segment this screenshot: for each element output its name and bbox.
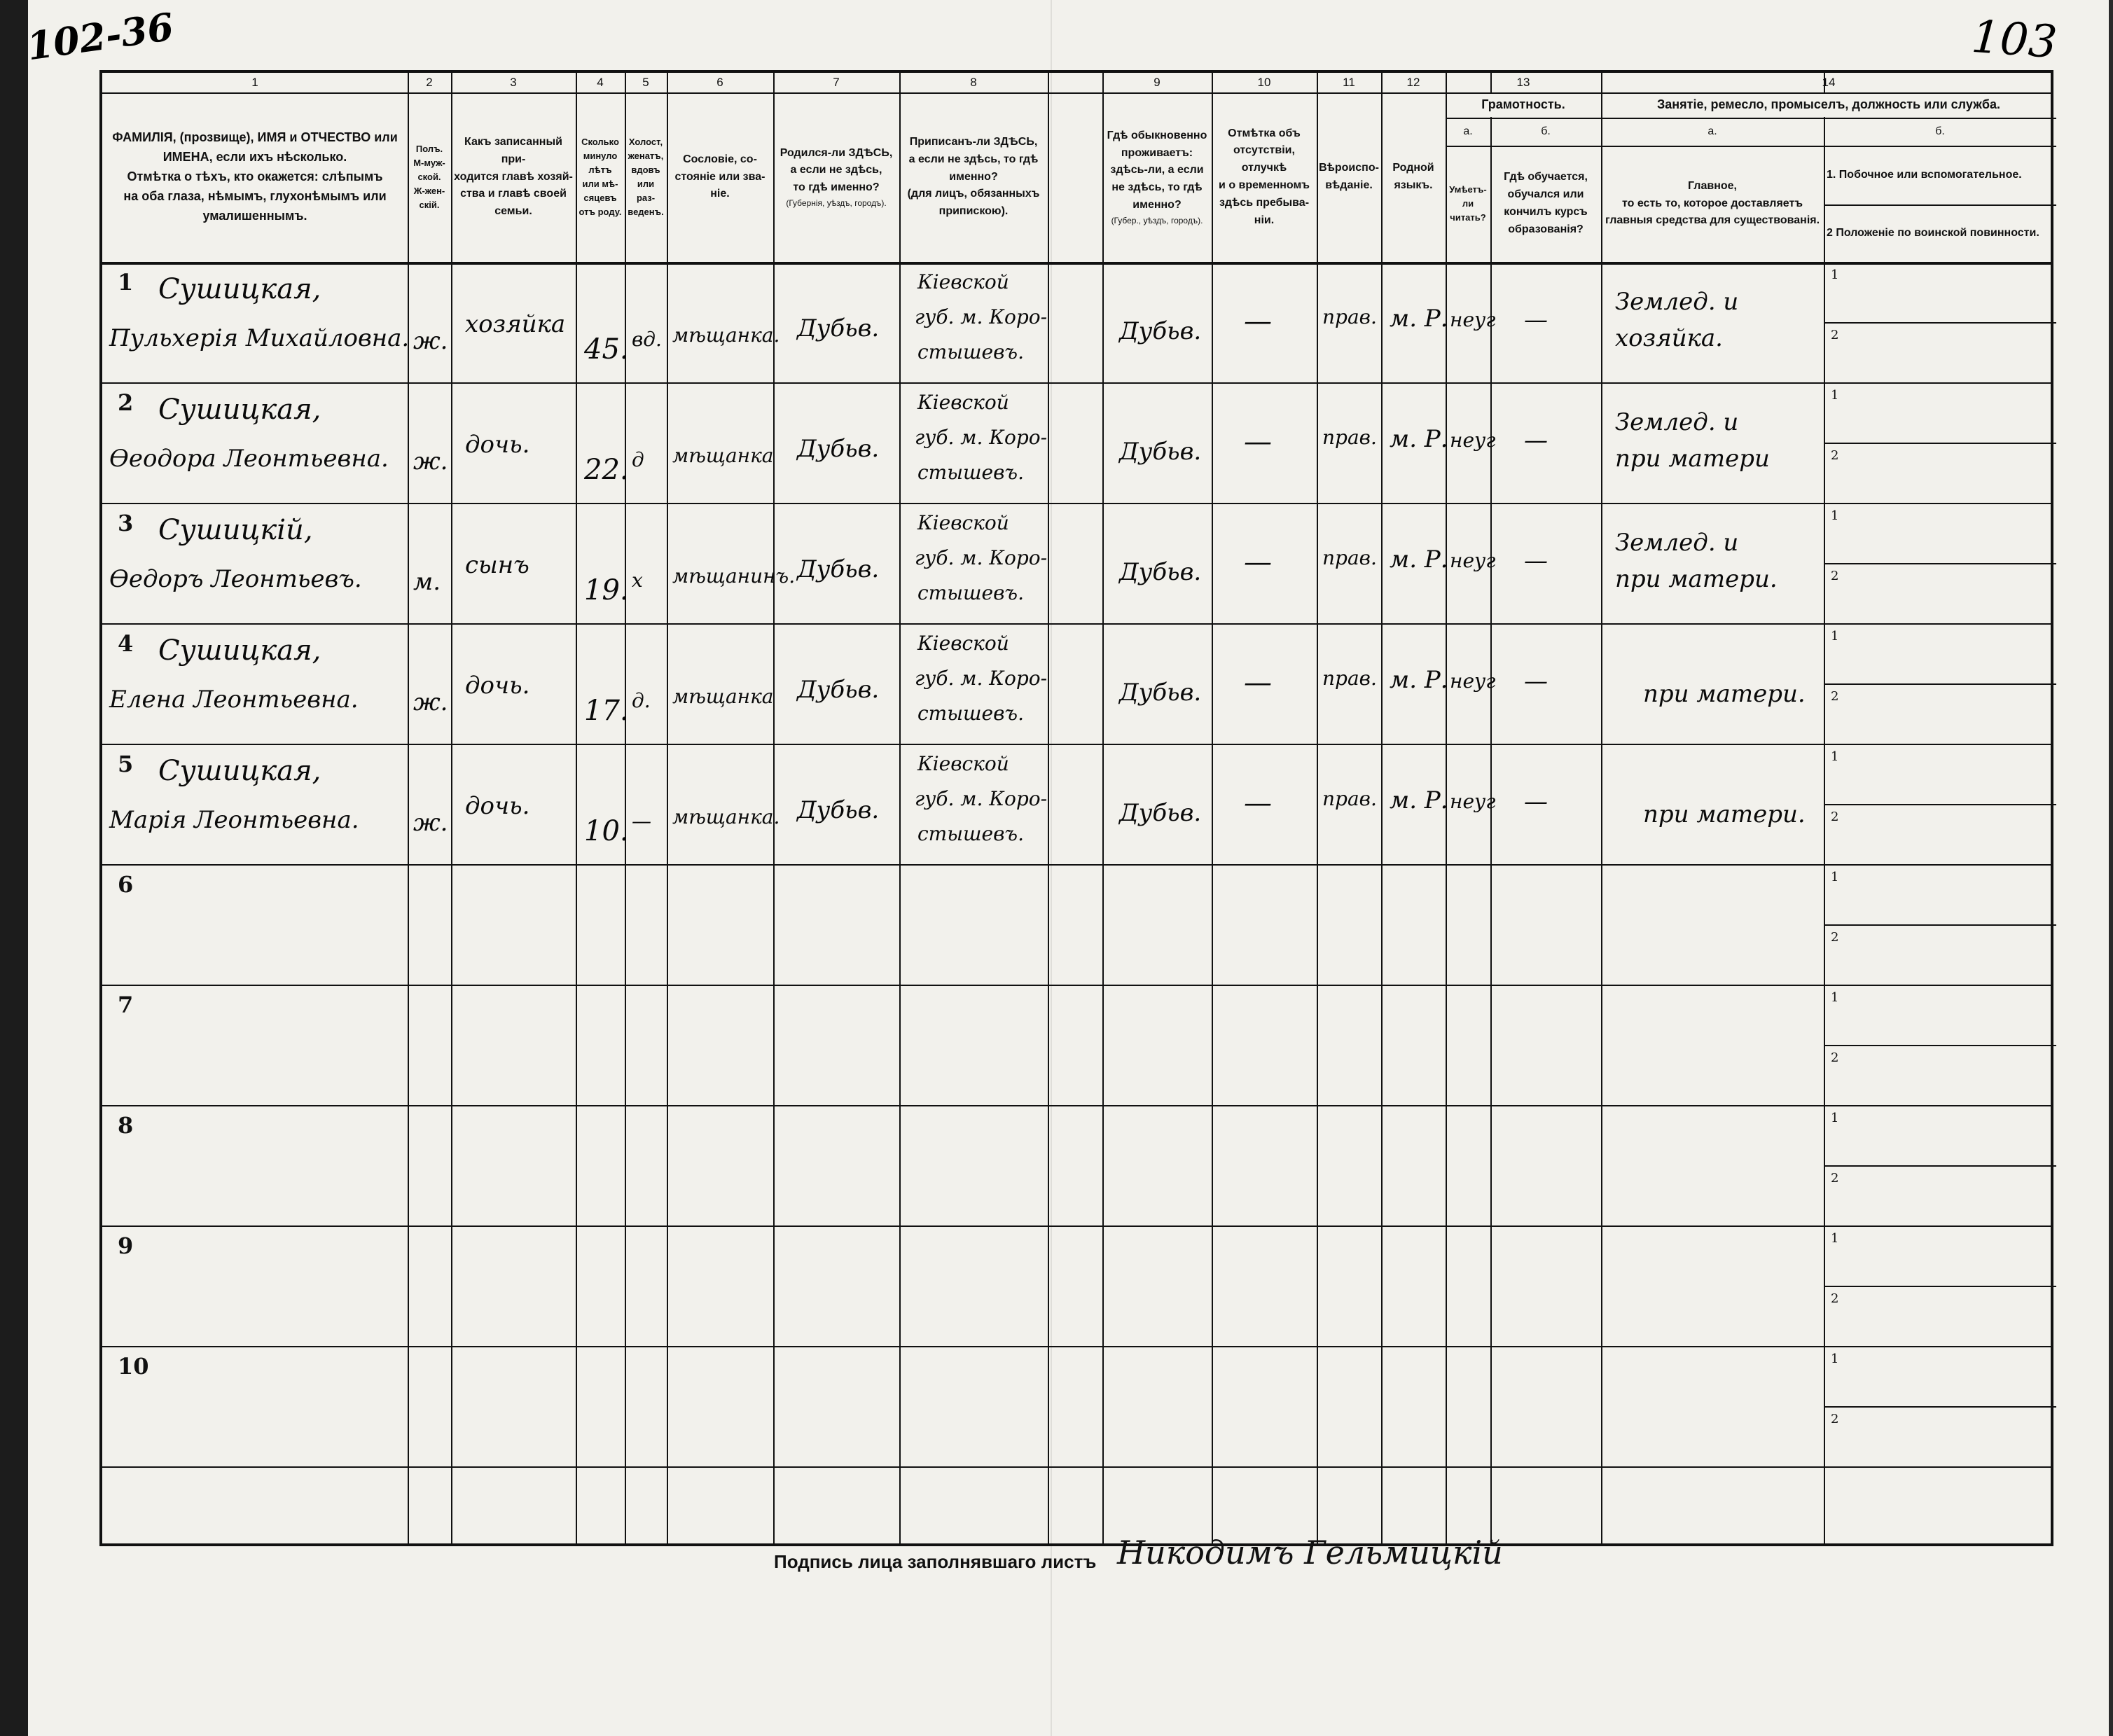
occupation-line: при матери <box>1615 445 1770 473</box>
registration-line-1: Кіевской <box>917 632 1009 655</box>
age: 45. <box>584 333 629 366</box>
sex: ж. <box>413 809 448 837</box>
header-line: веденъ. <box>628 207 664 218</box>
given-name: Пульхерія Михайловна. <box>109 324 410 352</box>
occupation-line: при матери. <box>1615 565 1778 593</box>
sex: м. <box>413 568 441 596</box>
header-line: Какъ записанный при- <box>464 136 562 165</box>
registration-line-2: губ. м. Коро- <box>915 546 1048 569</box>
education: — <box>1524 788 1548 816</box>
header-line: лѣтъ <box>588 164 612 175</box>
header-line: вѣданіе. <box>1325 179 1373 191</box>
header-line: стояніе или зва- <box>674 170 765 183</box>
literate: неуг <box>1450 308 1496 331</box>
header-military-status: 2 Положеніе по воинской повинности. <box>1827 226 2039 239</box>
occupation-line: при матери. <box>1643 680 1806 708</box>
option-label-1: 1 <box>1831 268 1839 282</box>
row-divider <box>102 503 2051 504</box>
option-divider <box>1824 683 2056 685</box>
given-name: Өедоръ Леонтьевъ. <box>109 565 362 593</box>
header-line: а если не здѣсь, то гдѣ <box>908 153 1039 165</box>
header-line: то есть то, которое доставляетъ <box>1622 197 1803 209</box>
header-line: Гдѣ обыкновенно <box>1107 129 1207 141</box>
row-number: 3 <box>118 510 134 536</box>
header-line: ства и главѣ своей <box>460 188 567 200</box>
header-line: ніи. <box>1254 214 1275 226</box>
column-divider <box>1212 73 1213 1543</box>
estate: мѣщанка <box>672 444 774 467</box>
option-label-2: 2 <box>1831 1050 1839 1065</box>
header-line: ли <box>1462 197 1474 209</box>
option-label-1: 1 <box>1831 1231 1839 1246</box>
absence: — <box>1244 426 1272 458</box>
birthplace: Дубьв. <box>797 435 880 463</box>
header-line: Родной <box>1392 162 1434 174</box>
header-line: сяцевъ <box>583 193 617 204</box>
column-number: 11 <box>1343 75 1355 89</box>
option-label-2: 2 <box>1831 1412 1839 1426</box>
header-line: читать? <box>1450 212 1486 223</box>
registration-line-3: стышевъ. <box>917 702 1024 725</box>
sex: ж. <box>413 688 448 716</box>
occupation-line: Землед. и <box>1615 288 1739 316</box>
header-line: Полъ. <box>415 143 443 154</box>
header-line: семьи. <box>494 205 532 218</box>
registration-line-1: Кіевской <box>917 752 1009 775</box>
marital: — <box>632 810 651 833</box>
row-number: 4 <box>118 630 134 657</box>
age: 19. <box>584 574 629 606</box>
header-occupation-b-letter: б. <box>1935 125 1945 137</box>
header-line: Умѣетъ- <box>1449 183 1487 195</box>
header-line: отсутствіи, отлучкѣ <box>1233 144 1295 174</box>
birthplace: Дубьв. <box>797 314 880 342</box>
row-divider <box>102 864 2051 866</box>
header-line: припискою). <box>938 205 1009 218</box>
surname: Сушицкая, <box>158 634 321 667</box>
option-label-1: 1 <box>1831 990 1839 1005</box>
column-divider <box>1601 73 1602 1543</box>
language: м. Р. <box>1390 786 1448 814</box>
column-number: 12 <box>1406 75 1420 89</box>
absence: — <box>1244 546 1272 578</box>
relation: сынъ <box>465 551 529 579</box>
absence: — <box>1244 305 1272 338</box>
language: м. Р. <box>1390 666 1448 694</box>
estate: мѣщанинъ. <box>672 564 796 588</box>
header-language <box>1381 92 1446 262</box>
header-line: ской. <box>417 171 441 182</box>
occupation-line: хозяйка. <box>1615 324 1723 352</box>
header-line: М-муж- <box>413 157 445 168</box>
column-number: 6 <box>716 75 723 89</box>
header-registration <box>899 92 1048 262</box>
age: 10. <box>584 815 629 847</box>
option-label-1: 1 <box>1831 629 1839 644</box>
option-divider <box>1824 804 2056 805</box>
religion: прав. <box>1322 546 1377 569</box>
row-divider <box>102 1105 2051 1106</box>
marital: д. <box>632 689 651 712</box>
registration-line-1: Кіевской <box>917 270 1009 293</box>
header-line: Приписанъ-ли ЗДѢСЬ, <box>909 136 1038 148</box>
estate: мѣщанка <box>672 685 774 708</box>
option-divider <box>1824 1286 2056 1287</box>
option-label-2: 2 <box>1831 689 1839 704</box>
column-number: 2 <box>426 75 433 89</box>
option-divider <box>1824 563 2056 564</box>
registration-line-2: губ. м. Коро- <box>915 305 1048 328</box>
education: — <box>1524 426 1548 454</box>
occupation-line: при матери. <box>1643 800 1806 828</box>
marital: д <box>632 448 644 471</box>
column-divider <box>1381 73 1383 1543</box>
literate: неуг <box>1450 549 1496 572</box>
header-line: Главное, <box>1688 179 1737 192</box>
header-line: отъ роду. <box>579 207 622 218</box>
header-line: ніе. <box>710 188 730 200</box>
sex: ж. <box>413 327 448 355</box>
option-label-1: 1 <box>1831 388 1839 403</box>
column-number: 14 <box>1822 75 1836 89</box>
header-name <box>102 92 408 262</box>
option-label-2: 2 <box>1831 448 1839 463</box>
header-line: ИМЕНА, если ихъ нѣсколько. <box>162 150 347 165</box>
header-line: Вѣроиспо- <box>1319 162 1379 174</box>
option-divider <box>1824 1165 2056 1167</box>
header-line: именно? <box>949 170 998 183</box>
given-name: Елена Леонтьевна. <box>109 686 359 714</box>
column-number: 5 <box>642 75 649 89</box>
row-divider <box>102 1346 2051 1347</box>
birthplace: Дубьв. <box>797 796 880 824</box>
row-divider <box>102 1225 2051 1227</box>
row-divider <box>102 985 2051 986</box>
row-number: 2 <box>118 389 134 416</box>
header-residence <box>1102 92 1212 262</box>
row-divider <box>102 623 2051 625</box>
header-line: главныя средства для существованія. <box>1605 214 1820 227</box>
column-divider <box>625 73 626 1543</box>
header-line: Отмѣтка о тѣхъ, кто окажется: слѣпымъ <box>127 169 383 184</box>
residence: Дубьв. <box>1119 799 1202 827</box>
header-line: а если не здѣсь, <box>790 164 882 176</box>
option-divider <box>1824 1045 2056 1046</box>
column-number: 8 <box>970 75 977 89</box>
header-line: (Губернія, уѣздъ, городъ). <box>786 197 887 208</box>
header-line: ФАМИЛІЯ, (прозвище), ИМЯ и ОТЧЕСТВО или <box>112 130 398 145</box>
header-line: женатъ, <box>628 150 664 161</box>
education: — <box>1524 306 1548 334</box>
scan-edge-left <box>0 0 28 1736</box>
header-line: Родился-ли ЗДѢСЬ, <box>780 146 893 159</box>
header-line: минуло <box>583 150 618 161</box>
marital: х <box>632 569 643 592</box>
census-table <box>99 70 2053 1546</box>
header-line: обучался или <box>1507 188 1584 201</box>
header-side-occupation: 1. Побочное или вспомогательное. <box>1827 168 2022 181</box>
religion: прав. <box>1322 305 1377 328</box>
header-age <box>576 92 625 262</box>
column-divider <box>667 73 668 1543</box>
header-main-occupation <box>1601 146 1824 262</box>
header-line: (Губер., уѣздъ, городъ). <box>1111 215 1203 225</box>
relation: дочь. <box>465 672 530 700</box>
header-literacy-b-letter: б. <box>1541 125 1551 137</box>
column-number: 1 <box>251 75 258 89</box>
language: м. Р. <box>1390 305 1448 333</box>
sex: ж. <box>413 447 448 475</box>
option-label-1: 1 <box>1831 508 1839 523</box>
option-label-2: 2 <box>1831 569 1839 583</box>
registration-line-3: стышевъ. <box>917 461 1024 484</box>
education: — <box>1524 547 1548 575</box>
registration-line-3: стышевъ. <box>917 822 1024 845</box>
surname: Сушицкій, <box>158 514 313 546</box>
option-label-1: 1 <box>1831 749 1839 764</box>
header-line: (для лицъ, обязанныхъ <box>907 188 1040 200</box>
header-line: ходится главѣ хозяй- <box>454 170 573 183</box>
header-line: на оба глаза, нѣмымъ, глухонѣмымъ или <box>123 188 387 203</box>
column-divider <box>1824 73 1825 1543</box>
header-line: или мѣ- <box>582 179 618 189</box>
residence: Дубьв. <box>1119 679 1202 707</box>
scan-edge-right <box>2109 0 2113 1736</box>
religion: прав. <box>1322 787 1377 810</box>
option-label-1: 1 <box>1831 1111 1839 1125</box>
registration-line-3: стышевъ. <box>917 340 1024 363</box>
header-line: или раз- <box>636 179 656 204</box>
column-number: 9 <box>1154 75 1161 89</box>
residence: Дубьв. <box>1119 558 1202 586</box>
column-number: 3 <box>510 75 517 89</box>
option-divider <box>1824 924 2056 926</box>
birthplace: Дубьв. <box>797 676 880 704</box>
relation: хозяйка <box>465 310 566 338</box>
absence: — <box>1244 667 1272 699</box>
row-number: 7 <box>118 992 134 1018</box>
header-line: умалишеннымъ. <box>202 208 307 223</box>
column-number: 13 <box>1516 75 1530 89</box>
header-marital <box>625 92 667 262</box>
relation: дочь. <box>465 431 530 459</box>
row-number: 8 <box>118 1112 134 1139</box>
option-divider <box>1824 322 2056 324</box>
row-number: 9 <box>118 1232 134 1259</box>
header-education <box>1490 146 1601 262</box>
column-divider <box>408 73 409 1543</box>
education: — <box>1524 667 1548 695</box>
header-line: Ж-жен- <box>413 186 445 197</box>
literate: неуг <box>1450 429 1496 452</box>
header-estate <box>667 92 773 262</box>
religion: прав. <box>1322 667 1377 690</box>
page-number: 103 <box>1969 11 2059 69</box>
column-divider <box>1048 73 1049 1543</box>
signature-label: Подпись лица заполнявшаго листъ <box>774 1551 1097 1572</box>
archive-number: 102-36 <box>24 4 176 69</box>
row-divider <box>102 1466 2051 1468</box>
occupation-line: Землед. и <box>1615 529 1739 557</box>
row-divider <box>102 382 2051 384</box>
option-label-2: 2 <box>1831 810 1839 824</box>
header-line: проживаетъ: <box>1121 146 1193 159</box>
option-label-2: 2 <box>1831 1291 1839 1306</box>
header-line: кончилъ курсъ <box>1504 206 1588 218</box>
header-line: Гдѣ обучается, <box>1504 171 1588 183</box>
surname: Сушицкая, <box>158 755 321 787</box>
row-number: 10 <box>118 1353 149 1380</box>
column-divider <box>899 73 901 1543</box>
age: 22. <box>584 454 629 486</box>
option-label-2: 2 <box>1831 930 1839 945</box>
header-line: здѣсь-ли, а если <box>1110 164 1204 176</box>
row-divider <box>102 744 2051 745</box>
column-divider <box>451 73 452 1543</box>
column-divider <box>576 73 577 1543</box>
header-relation <box>451 92 576 262</box>
age: 17. <box>584 695 629 727</box>
header-line: Сословіе, со- <box>683 153 757 165</box>
header-birthplace <box>773 92 899 262</box>
column-divider <box>1317 73 1318 1543</box>
language: м. Р. <box>1390 425 1448 453</box>
option-label-1: 1 <box>1831 1352 1839 1366</box>
header-line: образованія? <box>1508 223 1584 235</box>
row-number: 6 <box>118 871 134 898</box>
option-divider <box>1824 443 2056 444</box>
header-occupation-a-letter: а. <box>1707 125 1717 137</box>
header-divider <box>102 262 2051 265</box>
option-label-2: 2 <box>1831 328 1839 342</box>
language: м. Р. <box>1390 546 1448 574</box>
given-name: Өеодора Леонтьевна. <box>109 445 389 473</box>
marital: вд. <box>632 328 662 351</box>
estate: мѣщанка. <box>672 805 780 828</box>
column-number: 10 <box>1257 75 1271 89</box>
header-line: и о временномъ <box>1219 179 1310 191</box>
header-line: языкъ. <box>1394 179 1433 191</box>
birthplace: Дубьв. <box>797 555 880 583</box>
option-label-1: 1 <box>1831 870 1839 884</box>
header-line: здѣсь пребыва- <box>1219 196 1310 209</box>
row-number: 5 <box>118 751 134 777</box>
header-religion <box>1317 92 1381 262</box>
registration-line-2: губ. м. Коро- <box>915 787 1048 810</box>
header-line: вдовъ <box>631 164 660 175</box>
header-can-read <box>1446 146 1490 262</box>
registration-line-2: губ. м. Коро- <box>915 426 1048 449</box>
header-line: скій. <box>419 200 440 211</box>
header-line: именно? <box>1132 198 1182 211</box>
header-sex <box>408 92 451 262</box>
column-number: 4 <box>597 75 604 89</box>
religion: прав. <box>1322 426 1377 449</box>
header-occupation: Занятіе, ремесло, промыселъ, должность или служба. <box>1656 97 2001 112</box>
registration-line-2: губ. м. Коро- <box>915 667 1048 690</box>
header-absence <box>1212 92 1317 262</box>
residence: Дубьв. <box>1119 438 1202 466</box>
option-divider <box>1824 1406 2056 1408</box>
absence: — <box>1244 787 1272 819</box>
surname: Сушицкая, <box>158 394 321 426</box>
header-literacy-a-letter: а. <box>1463 125 1473 137</box>
header-line: Холост, <box>628 136 663 147</box>
column-number: 7 <box>833 75 840 89</box>
registration-line-1: Кіевской <box>917 511 1009 534</box>
header-line: то гдѣ именно? <box>793 181 880 194</box>
signature-value: Никодимъ Гельмицкій <box>1117 1534 1503 1571</box>
option-label-2: 2 <box>1831 1171 1839 1186</box>
occupation-line: Землед. и <box>1615 408 1739 436</box>
registration-line-1: Кіевской <box>917 391 1009 414</box>
relation: дочь. <box>465 792 530 820</box>
header-line: Сколько <box>581 136 619 147</box>
row-number: 1 <box>118 269 134 296</box>
literate: неуг <box>1450 790 1496 813</box>
column-divider <box>1102 73 1104 1543</box>
registration-line-3: стышевъ. <box>917 581 1024 604</box>
residence: Дубьв. <box>1119 317 1202 345</box>
given-name: Марія Леонтьевна. <box>109 806 359 834</box>
estate: мѣщанка. <box>672 324 780 347</box>
surname: Сушицкая, <box>158 273 321 305</box>
literate: неуг <box>1450 669 1496 693</box>
header-literacy: Грамотность. <box>1481 97 1565 112</box>
header-line: не здѣсь, то гдѣ <box>1111 181 1203 194</box>
header-line: Отмѣтка объ <box>1228 127 1301 139</box>
